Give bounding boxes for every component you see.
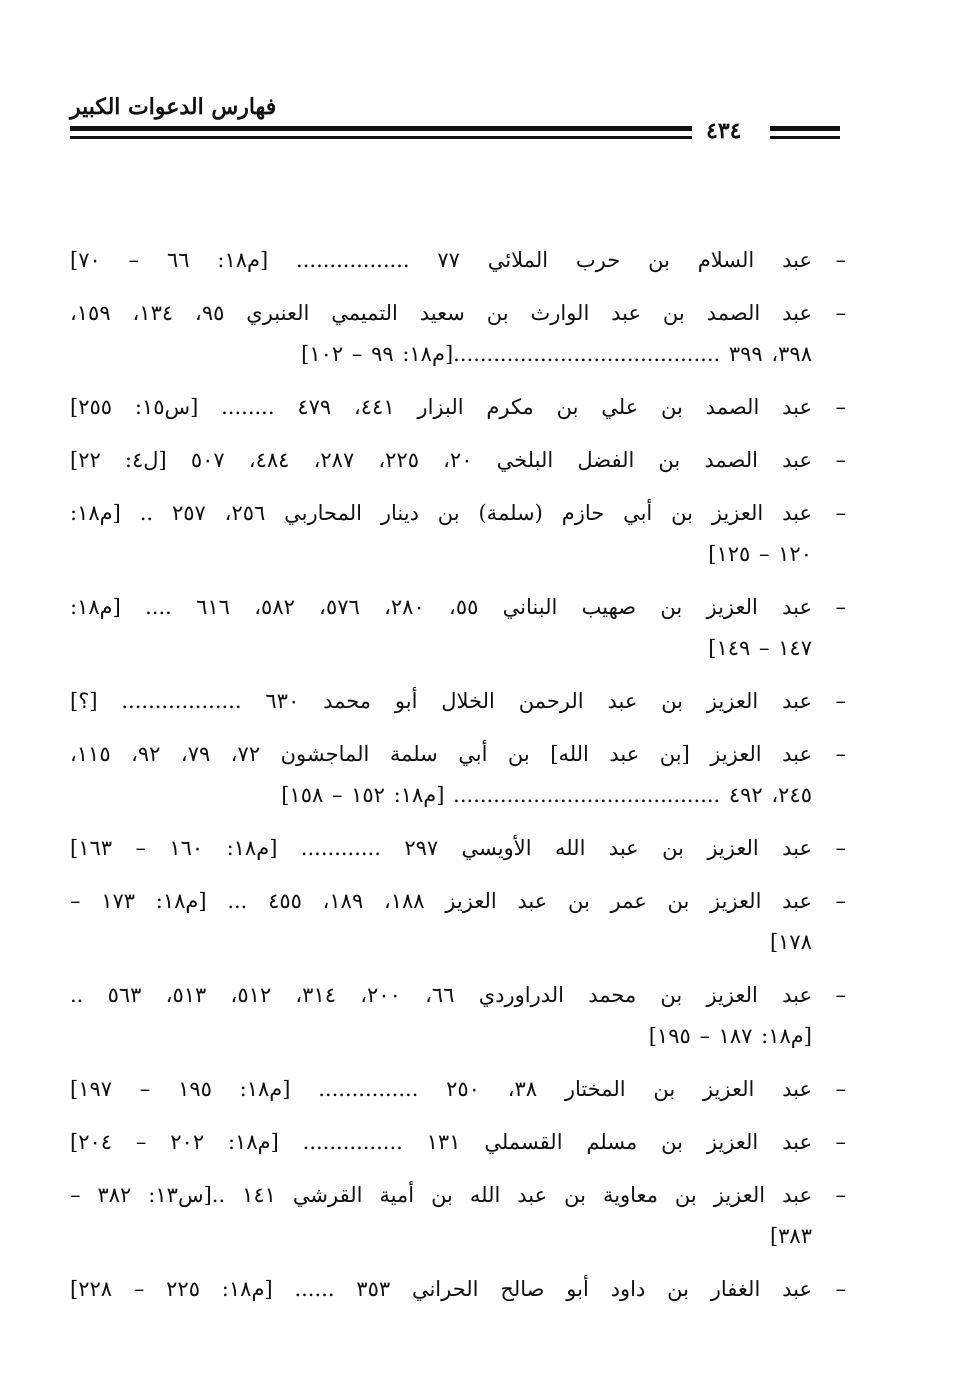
index-entry [70, 881, 846, 963]
entry-dash: – [835, 1130, 846, 1154]
index-entry [70, 240, 846, 281]
entry-line: عبد الصمد بن الفضل البلخي ٢٠، ٢٢٥، ٢٨٧، ٤٨٤، ٥٠٧ [ل٤: ٢٢] [70, 448, 813, 472]
index-entry [70, 587, 846, 669]
entry-line: عبد العزيز بن عبد الله الأويسي ٢٩٧ ............ [م١٨: ١٦٠ – ١٦٣] [70, 836, 812, 860]
index-entries [70, 240, 846, 1322]
entry-line: عبد العزيز بن صهيب البناني ٥٥، ٢٨٠، ٥٧٦، ٥٨٢، ٦١٦ .... [م١٨: [70, 595, 813, 619]
header-rule-thin [70, 136, 692, 139]
entry-line: عبد العزيز بن المختار ٣٨، ٢٥٠ ............... [م١٨: ١٩٥ – ١٩٧] [70, 1077, 812, 1101]
entry-dash: – [835, 689, 846, 713]
index-entry [70, 681, 846, 722]
index-entry [70, 1175, 846, 1257]
running-header-title: فهارس الدعوات الكبير [70, 94, 277, 120]
entry-dash: – [835, 248, 846, 272]
entry-dash: – [835, 395, 846, 419]
index-entry [70, 1069, 846, 1110]
entry-line: عبد العزيز بن معاوية بن عبد الله بن أمية القرشي ١٤١ ..[س١٣: ٣٨٢ – [70, 1183, 812, 1207]
entry-dash: – [835, 301, 846, 325]
entry-line: ٣٩٨، ٣٩٩ ........................................[م١٨: ٩٩ – ١٠٢] [301, 342, 812, 366]
index-entry [70, 440, 846, 481]
header-rule-thick [70, 126, 692, 131]
entry-dash: – [835, 1277, 846, 1301]
entry-line: ٣٨٣] [769, 1224, 812, 1248]
entry-dash: – [835, 836, 846, 860]
index-entry [70, 975, 846, 1057]
index-entry [70, 734, 846, 816]
index-entry [70, 387, 846, 428]
entry-line: عبد العزيز بن عبد الرحمن الخلال أبو محمد ٦٣٠ .................. [؟] [70, 689, 812, 713]
entry-line: عبد العزيز بن عمر بن عبد العزيز ١٨٨، ١٨٩، ٤٥٥ ... [م١٨: ١٧٣ – [70, 889, 813, 913]
header-rule-right-thick [770, 126, 840, 131]
entry-line: ٢٤٥، ٤٩٢ ........................................ [م١٨: ١٥٢ – ١٥٨] [281, 783, 812, 807]
entry-line: ١٧٨] [769, 930, 812, 954]
entry-dash: – [835, 1183, 846, 1207]
index-entry [70, 828, 846, 869]
entry-dash: – [835, 448, 846, 472]
entry-line: ١٤٧ – ١٤٩] [708, 636, 812, 660]
index-entry [70, 293, 846, 375]
entry-line: عبد العزيز بن أبي حازم (سلمة) بن دينار المحاربي ٢٥٦، ٢٥٧ .. [م١٨: [70, 501, 812, 525]
entry-dash: – [835, 1077, 846, 1101]
entry-dash: – [835, 742, 846, 766]
entry-line: عبد الغفار بن داود أبو صالح الحراني ٣٥٣ ...... [م١٨: ٢٢٥ – ٢٢٨] [70, 1277, 812, 1301]
entry-line: عبد السلام بن حرب الملائي ٧٧ ................. [م١٨: ٦٦ – ٧٠] [70, 248, 812, 272]
entry-line: عبد الصمد بن علي بن مكرم البزار ٤٤١، ٤٧٩ ........ [س١٥: ٢٥٥] [70, 395, 812, 419]
header-rule-right-thin [770, 136, 840, 139]
index-entry [70, 1122, 846, 1163]
entry-line: ١٢٠ – ١٢٥] [708, 542, 812, 566]
entry-line: عبد العزيز بن محمد الدراوردي ٦٦، ٢٠٠، ٣١٤، ٥١٢، ٥١٣، ٥٦٣ .. [70, 983, 813, 1007]
index-entry [70, 493, 846, 575]
entry-dash: – [835, 595, 846, 619]
entry-dash: – [835, 889, 846, 913]
index-entry [70, 1269, 846, 1310]
entry-line: عبد الصمد بن عبد الوارث بن سعيد التميمي العنبري ٩٥، ١٣٤، ١٥٩، [70, 301, 813, 325]
entry-dash: – [835, 983, 846, 1007]
page-number: ٤٣٤ [706, 118, 742, 144]
entry-line: عبد العزيز [بن عبد الله] بن أبي سلمة الماجشون ٧٢، ٧٩، ٩٢، ١١٥، [70, 742, 813, 766]
entry-line: [م١٨: ١٨٧ – ١٩٥] [648, 1024, 812, 1048]
entry-dash: – [835, 501, 846, 525]
entry-line: عبد العزيز بن مسلم القسملي ١٣١ ............... [م١٨: ٢٠٢ – ٢٠٤] [70, 1130, 812, 1154]
